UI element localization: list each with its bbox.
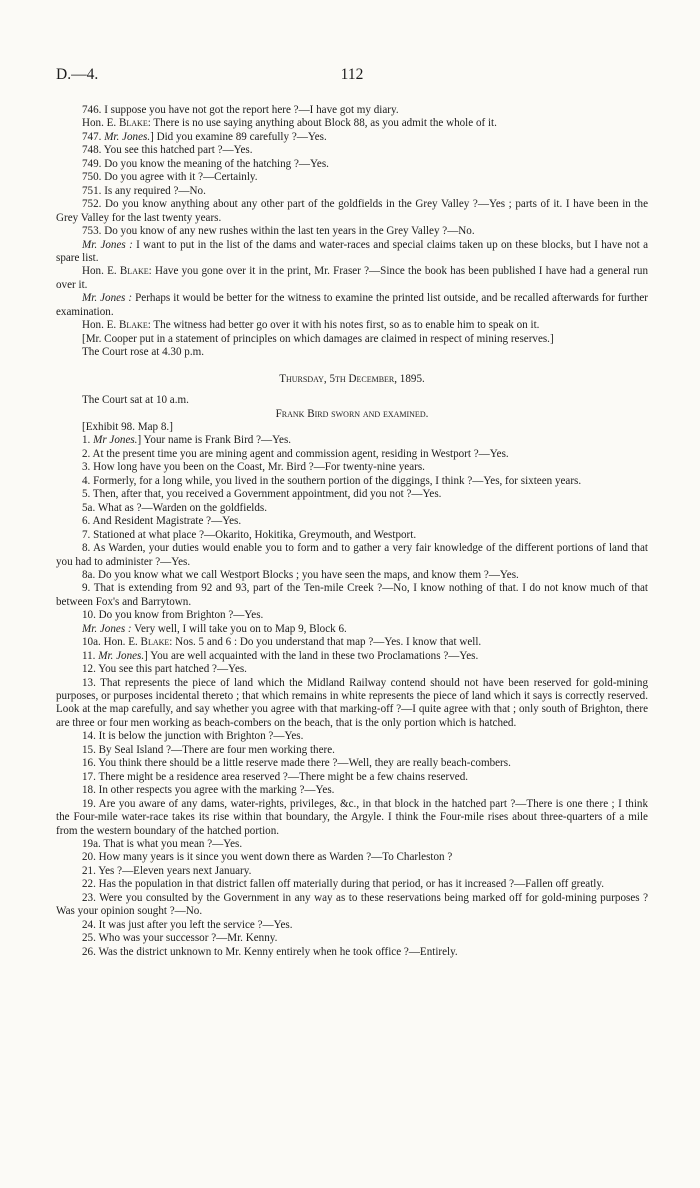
page-header: [56, 66, 648, 86]
paragraph: 6. And Resident Magistrate ?—Yes.: [82, 515, 242, 528]
text: ] Your name is Frank Bird ?—Yes.: [137, 434, 292, 447]
text: ] Did you examine 89 carefully ?—Yes.: [150, 130, 327, 143]
text: : The witness had better go over it with his notes first, so as to enable him to speak on it.: [147, 319, 540, 332]
paragraph: 13. That represents the piece of land which the Midland Railway contend should not have been reserved for gold-mining purposes, or purposes incidental thereto ; that which remains in white represents the piece of land which it says is correctly reserved. Look at the map carefully, and say whether you agree with that marking-off ?—I quite agree with that ; only south of Brighton, there are three or four men working as beach-combers on the beach, that is the only portion which is hatched.: [56, 676, 648, 729]
speaker-name: Blake: [118, 319, 148, 332]
paragraph: [56, 623, 648, 636]
paragraph: 19. Are you aware of any dams, water-rights, privileges, &c., in that block in the hatched part ?—There is one there ; I think the Four-mile water-race takes its rise within that boundary, the Argyle. I think the Four-mile rises about three-quarters of a mile from the western boundary of the hatched portion.: [56, 797, 648, 837]
text: Hon. E.: [82, 319, 119, 332]
paragraph: 16. You think there should be a little reserve made there ?—Well, they are really beach-combers.: [82, 757, 511, 770]
paragraph: 15. By Seal Island ?—There are four men working there.: [82, 743, 335, 756]
paragraph: 751. Is any required ?—No.: [82, 184, 206, 197]
paragraph: 8a. Do you know what we call Westport Blocks ; you have seen the maps, and know them ?—Yes.: [82, 568, 519, 581]
spacer: [56, 360, 648, 373]
text: : Have you gone over it in the print, Mr. Fraser ?—Since the book has been published I have had a general run over it.: [56, 265, 648, 291]
speaker-name: Blake: [119, 265, 149, 278]
paragraph: 24. It was just after you left the service ?—Yes.: [82, 918, 293, 931]
paragraph: 21. Yes ?—Eleven years next January.: [82, 864, 252, 877]
paragraph: 20. How many years is it since you went down there as Warden ?—To Charleston ?: [82, 851, 453, 864]
speaker-name: Mr. Jones :: [82, 292, 133, 305]
paragraph: 5. Then, after that, you received a Government appointment, did you not ?—Yes.: [82, 488, 442, 501]
paragraph: 18. In other respects you agree with the marking ?—Yes.: [82, 784, 335, 797]
paragraph: 8. As Warden, your duties would enable you to form and to gather a very fair knowledge of the different portions of land that you had to administer ?—Yes.: [56, 542, 648, 568]
text: Hon. E.: [82, 117, 119, 130]
paragraph: [Mr. Cooper put in a statement of principles on which damages are claimed in respect of mining reserves.]: [82, 332, 554, 345]
paragraph: 3. How long have you been on the Coast, Mr. Bird ?—For twenty-nine years.: [82, 461, 425, 474]
paragraph: 752. Do you know anything about any other part of the goldfields in the Grey Valley ?—Yes ; parts of it. I have been in the Grey Valley for the last twenty years.: [56, 198, 648, 224]
paragraph: 12. You see this part hatched ?—Yes.: [82, 663, 247, 676]
paragraph: 748. You see this hatched part ?—Yes.: [82, 144, 253, 157]
speaker-name: Mr. Jones :: [82, 238, 133, 251]
paragraph: [56, 319, 648, 332]
text: Perhaps it would be better for the witness to examine the printed list outside, and be recalled afterwards for further examination.: [56, 292, 648, 318]
text: 1.: [82, 434, 94, 447]
paragraph: The Court sat at 10 a.m.: [82, 394, 189, 407]
paragraph: [56, 265, 648, 292]
paragraph: 749. Do you know the meaning of the hatching ?—Yes.: [82, 157, 329, 170]
paragraph: 750. Do you agree with it ?—Certainly.: [82, 171, 258, 184]
spacer: [56, 386, 648, 394]
paragraph: [56, 131, 648, 144]
speaker-name: Mr. Jones :: [82, 622, 132, 635]
paragraph: 9. That is extending from 92 and 93, part of the Ten-mile Creek ?—No, I know nothing of that. I do not know much of that between Fox's and Barrytown.: [56, 582, 648, 608]
witness-heading: Frank Bird sworn and examined.: [275, 407, 429, 420]
paragraph: 746. I suppose you have not got the report here ?—I have got my diary.: [82, 104, 399, 116]
text: 747.: [82, 130, 105, 143]
paragraph: 5a. What as ?—Warden on the goldfields.: [82, 501, 267, 514]
speaker-name: Blake: [140, 636, 170, 649]
text: Hon. E.: [82, 265, 120, 278]
document-body: [56, 104, 648, 959]
paragraph: 23. Were you consulted by the Government in any way as to these reservations being marked off for gold-mining purposes ? Was your opinion sought ?—No.: [56, 891, 648, 918]
text: Very well, I will take you on to Map 9, Block 6.: [131, 622, 347, 635]
paragraph: [56, 292, 648, 319]
paragraph: [56, 636, 648, 649]
paragraph: 26. Was the district unknown to Mr. Kenny entirely when he took office ?—Entirely.: [82, 945, 458, 958]
paragraph: [56, 650, 648, 663]
speaker-name: Mr. Jones.: [104, 130, 151, 143]
speaker-name: Mr. Jones.: [98, 649, 145, 662]
text: I want to put in the list of the dams and water-races and special claims taken up on these blocks, but I have not a spare list.: [56, 238, 648, 264]
speaker-name: Blake: [118, 117, 148, 130]
paragraph: 22. Has the population in that district fallen off materially during that period, or has it increased ?—Fallen off greatly.: [82, 878, 604, 891]
text: : Nos. 5 and 6 : Do you understand that map ?—Yes. I know that well.: [169, 636, 482, 649]
speaker-name: Mr Jones.: [93, 434, 138, 447]
document-reference: D.—4.: [56, 66, 99, 83]
paragraph: [56, 117, 648, 130]
text: 10a. Hon. E.: [82, 636, 141, 649]
paragraph: The Court rose at 4.30 p.m.: [82, 346, 205, 359]
page-number: 112: [340, 66, 364, 83]
paragraph: 17. There might be a residence area reserved ?—There might be a few chains reserved.: [82, 770, 469, 783]
paragraph: [Exhibit 98. Map 8.]: [82, 420, 173, 433]
paragraph: 14. It is below the junction with Brighton ?—Yes.: [82, 730, 304, 743]
text: ] You are well acquainted with the land in these two Proclamations ?—Yes.: [144, 649, 479, 662]
paragraph: [56, 434, 648, 447]
paragraph: [56, 239, 648, 266]
date-heading: Thursday, 5th December, 1895.: [279, 372, 425, 385]
paragraph: 7. Stationed at what place ?—Okarito, Hokitika, Greymouth, and Westport.: [82, 528, 417, 541]
paragraph: 25. Who was your successor ?—Mr. Kenny.: [82, 932, 278, 945]
paragraph: 2. At the present time you are mining agent and commission agent, residing in Westport ?—Yes.: [82, 447, 509, 460]
paragraph: 19a. That is what you mean ?—Yes.: [82, 838, 243, 851]
text: 11.: [82, 649, 99, 662]
paragraph: 4. Formerly, for a long while, you lived in the southern portion of the diggings, I think ?—Yes, for sixteen years.: [82, 474, 582, 487]
paragraph: 10. Do you know from Brighton ?—Yes.: [82, 609, 264, 622]
paragraph: 753. Do you know of any new rushes within the last ten years in the Grey Valley ?—No.: [82, 225, 475, 238]
text: : There is no use saying anything about Block 88, as you admit the whole of it.: [147, 117, 497, 130]
